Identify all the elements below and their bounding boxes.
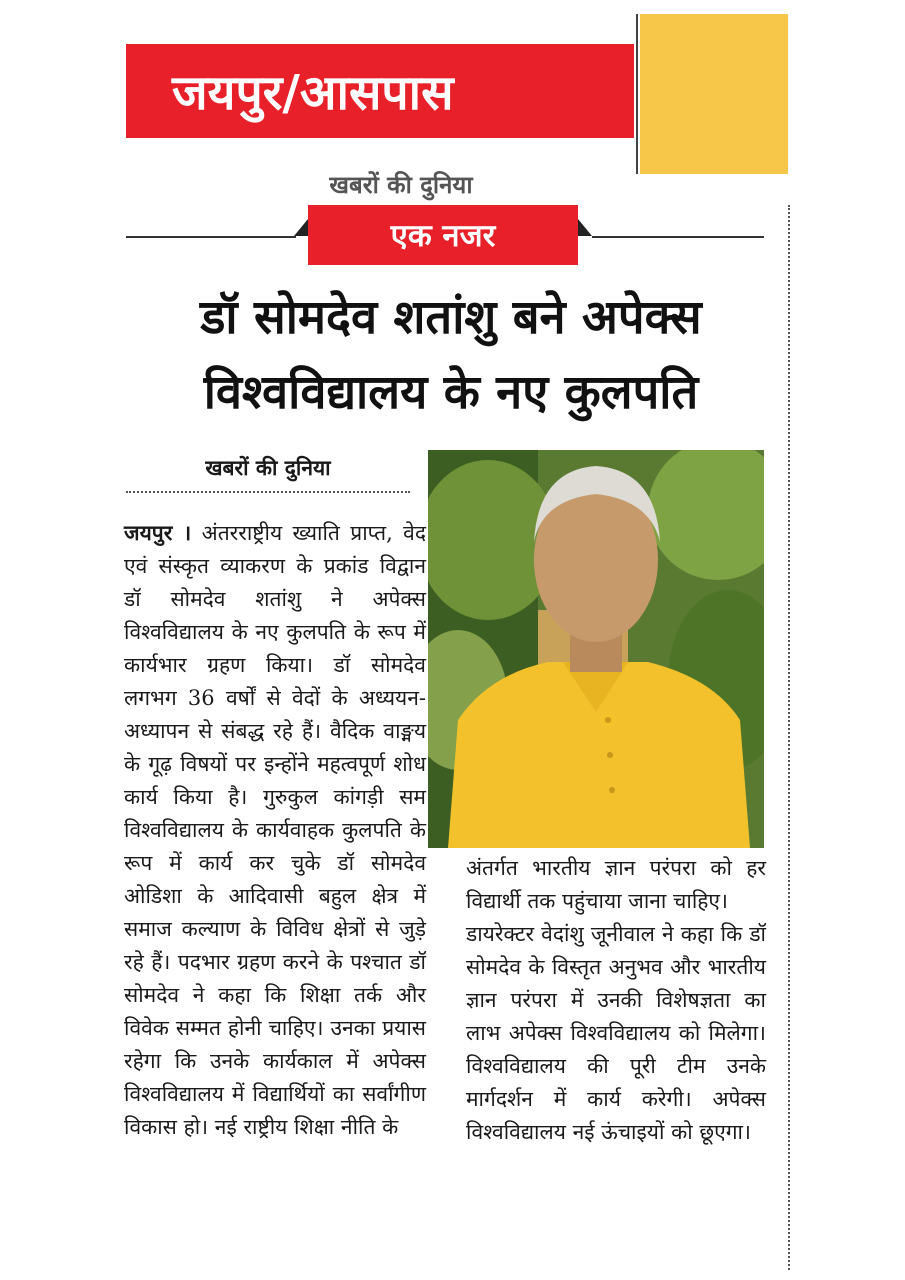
body-line: अध्यापन से संबद्ध रहे हैं। वैदिक [124, 719, 375, 743]
headline [126, 280, 776, 430]
body-line: विद्यार्थियों का सर्वांगीण विकास [124, 1082, 426, 1139]
body-line: विशेषज्ञता का लाभ अपेक्स [466, 988, 767, 1045]
body-line: अपेक्स विश्वविद्यालय में [124, 1049, 427, 1106]
body-line: विश्वविद्यालय की पूरी टीम उनके [466, 1054, 766, 1078]
body-line: चाहिए। [673, 889, 728, 913]
button [607, 752, 613, 758]
article-col-1 [124, 516, 426, 1144]
article-col-2-para-2 [466, 918, 766, 1149]
article-col-2-para-1 [466, 852, 766, 918]
body-line: प्रकांड विद्वान डॉ सोमदेव शतांशु [124, 554, 426, 611]
column-dotted-rule [788, 205, 790, 1270]
byline-dotted-rule [126, 491, 410, 493]
body-line: अंतर्गत भारतीय ज्ञान परंपरा को हर [466, 856, 766, 880]
tab-fold-right [578, 219, 592, 236]
body-line: मार्गदर्शन में कार्य करेगी। अपेक्स [466, 1087, 766, 1111]
section-title: जयपुर/आसपास [172, 64, 454, 121]
byline: खबरों की दुनिया [205, 456, 331, 480]
button [609, 787, 615, 793]
body-line: के आदिवासी बहुल क्षेत्र में समाज [124, 884, 426, 941]
body-line: कार्य कर चुके डॉ सोमदेव ओडिशा [124, 851, 426, 908]
body-line: महत्वपूर्ण शोध कार्य किया है। [124, 752, 426, 809]
body-line: सोमदेव ने कहा कि शिक्षा तर्क और [124, 983, 426, 1007]
body-line: विद्यार्थी तक पहुंचाया जाना [466, 889, 667, 913]
body-line: कि डॉ सोमदेव के विस्तृत अनुभव [466, 922, 766, 979]
portrait-photo [428, 450, 764, 848]
portrait-photo-icon [428, 450, 764, 848]
button [605, 717, 611, 723]
right-rule [592, 236, 764, 238]
body-line: विवेक सम्मत होनी चाहिए। उनका [124, 1016, 376, 1040]
body-line: वाङ्मय के गूढ़ विषयों पर इन्होंने [124, 719, 426, 776]
body-line: गुरुकुल कांगड़ी सम विश्वविद्यालय [124, 785, 426, 842]
body-line: हैं। पदभार ग्रहण करने के पश्चात डॉ [151, 950, 426, 974]
ek-nazar-tab: एक नजर [308, 205, 578, 265]
body-line: विश्वविद्यालय नई ऊंचाइयों को [466, 1120, 693, 1144]
body-line: कुलपति के रूप में कार्यभार ग्रहण [124, 620, 426, 677]
section-header [126, 44, 634, 138]
column-2 [466, 852, 766, 1149]
section-label: खबरों की दुनिया [329, 171, 473, 199]
body-line: ने अपेक्स विश्वविद्यालय के नए [124, 587, 426, 644]
body-line: और भारतीय ज्ञान परंपरा में उनकी [466, 955, 766, 1012]
body-line: के कार्यवाहक कुलपति के रूप में [124, 818, 426, 875]
column-1 [124, 516, 426, 1144]
body-line: प्रयास रहेगा कि उनके कार्यकाल में [124, 1016, 426, 1073]
body-line: किया। डॉ सोमदेव लगभग 36 [124, 653, 426, 710]
body-line: छूएगा। [699, 1120, 751, 1144]
body-line: वर्षों से वेदों के अध्ययन- [225, 686, 426, 710]
yellow-header-block [640, 14, 788, 174]
body-line: कल्याण के विविध क्षेत्रों से जुड़े रहे [124, 917, 426, 974]
tab-fold-left [294, 219, 308, 236]
headline-line-2: विश्वविद्यालय के नए कुलपति [203, 365, 699, 420]
body-line: हो। नई राष्ट्रीय शिक्षा नीति के [183, 1115, 399, 1139]
dateline: जयपुर । [124, 520, 192, 545]
body-line: डायरेक्टर वेदांशु जूनीवाल ने कहा [466, 922, 714, 946]
body-line: विश्वविद्यालय को मिलेगा। [570, 1021, 766, 1045]
left-rule [126, 236, 296, 238]
body-line: वेद एवं संस्कृत व्याकरण के [124, 521, 426, 578]
body-line: अंतरराष्ट्रीय ख्याति प्राप्त, [201, 521, 393, 545]
header-vertical-divider [636, 14, 638, 174]
headline-line-1: डॉ सोमदेव शतांशु बने अपेक्स [200, 290, 702, 345]
